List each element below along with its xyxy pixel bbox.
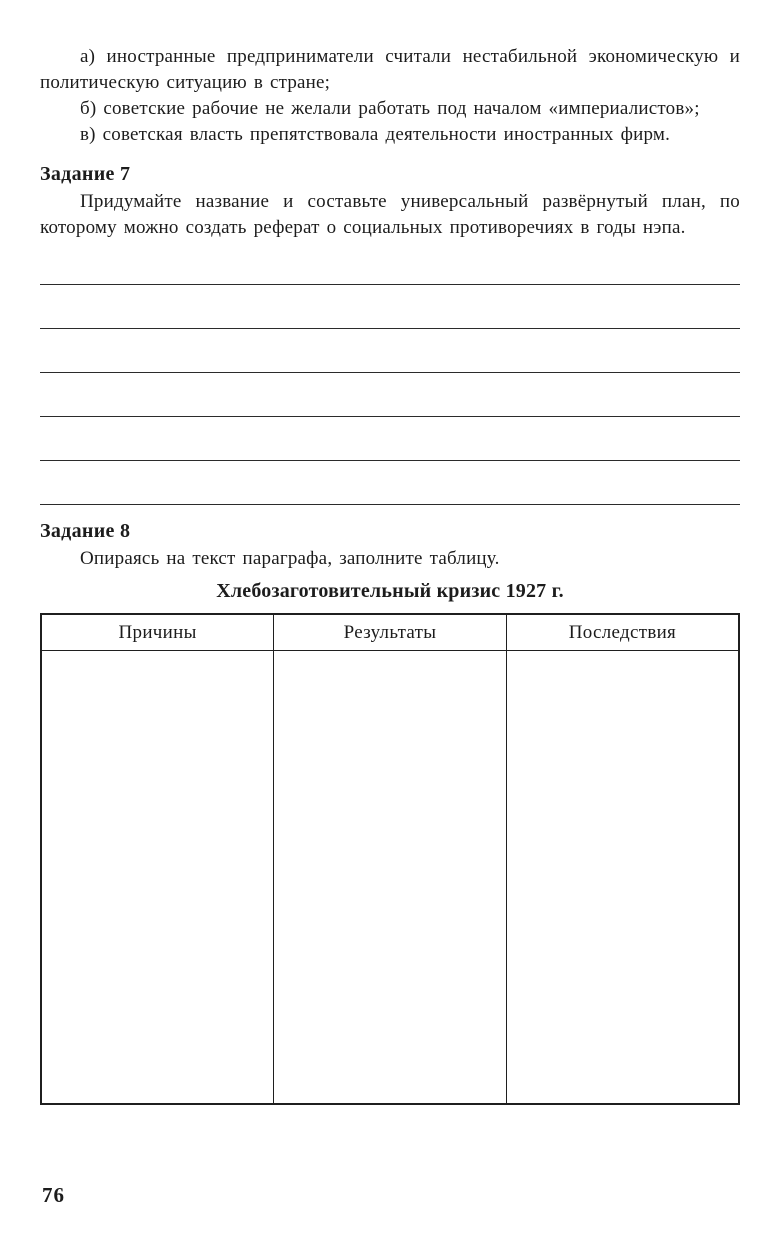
answer-line: [40, 329, 740, 373]
table-cell-consequences: [506, 651, 739, 1105]
option-a: а) иностранные предприниматели считали нестабильной экономическую и политическую ситуацию в стране;: [40, 46, 740, 93]
answer-line: [40, 241, 740, 285]
answer-line: [40, 373, 740, 417]
option-v: в) советская власть препятствовала деятельности иностранных фирм.: [80, 124, 671, 145]
task8-text: Опираясь на текст параграфа, заполните таблицу.: [80, 548, 500, 569]
task8-heading: Задание 8: [40, 520, 131, 542]
table-title: Хлебозаготовительный кризис 1927 г.: [216, 580, 564, 602]
task7-answer-lines: [40, 241, 740, 505]
task7-heading: Задание 7: [40, 163, 131, 185]
answer-line: [40, 461, 740, 505]
table-header-consequences: Последствия: [506, 614, 739, 651]
answer-line: [40, 417, 740, 461]
table-row: [41, 651, 739, 1105]
answer-line: [40, 285, 740, 329]
table-header-row: [41, 614, 739, 651]
task8-section: [40, 518, 740, 1105]
crisis-table: [40, 613, 740, 1105]
page-number: 76: [42, 1183, 65, 1207]
table-cell-causes: [41, 651, 274, 1105]
table-header-causes: Причины: [41, 614, 274, 651]
table-cell-results: [274, 651, 507, 1105]
option-b: б) советские рабочие не желали работать под началом «империалистов»;: [80, 98, 700, 119]
answer-options-list: [40, 44, 740, 148]
table-header-results: Результаты: [274, 614, 507, 651]
task7-section: [40, 161, 740, 505]
task7-text: Придумайте название и составьте универсальный развёрнутый план, по которому можно создать реферат о социальных противоречиях в годы нэпа.: [40, 191, 740, 238]
